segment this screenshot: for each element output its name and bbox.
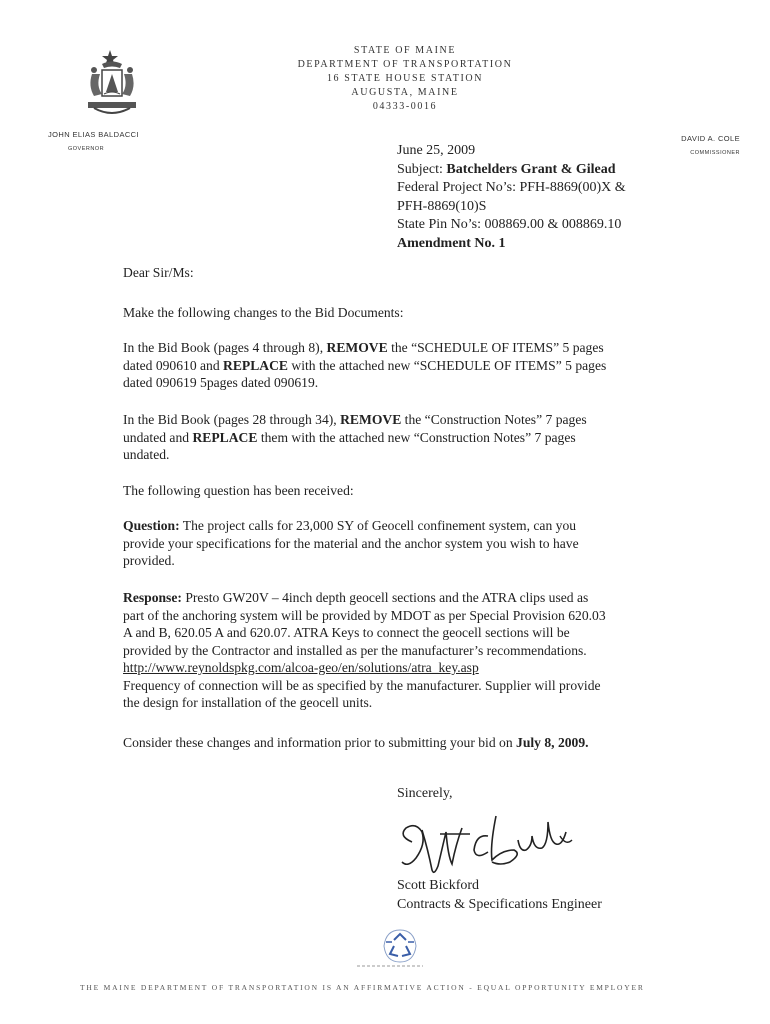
letterhead-station: 16 STATE HOUSE STATION <box>326 73 484 84</box>
federal-project-line-2: PFH-8869(10)S <box>397 198 487 214</box>
maine-state-seal-icon <box>80 48 144 122</box>
letter-header <box>397 142 667 253</box>
letterhead-city: AUGUSTA, MAINE <box>351 87 459 98</box>
signer-block <box>397 876 602 914</box>
signer-title: Contracts & Specifications Engineer <box>397 897 602 912</box>
sincerely: Sincerely, <box>397 786 453 801</box>
commissioner-name: DAVID A. COLE <box>681 134 740 143</box>
response-label: Response: <box>123 590 182 605</box>
letterhead <box>270 44 540 114</box>
response-paragraph: Response: Presto GW20V – 4inch depth geocell sections and the ATRA clips used as part of the anchoring system will be provided by MDOT as per Special Provision 620.03 A and B, 620.05 A and 620.07. ATRA Keys to connect the geocell sections will be provided by the Contractor and installed as per the manufacturer’s recommendations. http://www.reynoldspkg.com/alcoa-geo/en/solutions/atra_key.asp Frequency of connection will be as specified by the manufacturer. Supplier will provide the design for installation of the geocell units. <box>123 590 606 710</box>
state-pin-line: State Pin No’s: 008869.00 & 008869.10 <box>397 217 622 232</box>
commissioner-title: COMMISSIONER <box>690 150 740 156</box>
question-paragraph: Question: The project calls for 23,000 SY of Geocell confinement system, can you provide your specifications for the material and the anchor system you wish to have provided. <box>123 518 579 568</box>
recycle-caption-mark <box>355 964 425 968</box>
governor-block <box>48 130 188 152</box>
signer-name: Scott Bickford <box>397 878 480 893</box>
letterhead-zip: 04333-0016 <box>372 101 438 112</box>
bid-date: July 8, 2009. <box>516 735 589 750</box>
subject-label: Subject: <box>397 161 443 177</box>
letterhead-department: DEPARTMENT OF TRANSPORTATION <box>297 59 513 70</box>
governor-name: JOHN ELIAS BALDACCI <box>48 130 139 139</box>
governor-title: GOVERNOR <box>68 146 105 152</box>
question-label: Question: <box>123 518 180 533</box>
atra-key-link[interactable]: http://www.reynoldspkg.com/alcoa-geo/en/solutions/atra_key.asp <box>123 660 479 675</box>
amendment-number: Amendment No. 1 <box>397 235 506 251</box>
recycle-icon <box>380 926 420 966</box>
question-intro: The following question has been received: <box>123 483 354 498</box>
subject-line <box>397 161 667 180</box>
paragraph-construction-notes: In the Bid Book (pages 28 through 34), REMOVE the “Construction Notes” 7 pages undated and REPLACE them with the attached new “Construction Notes” 7 pages undated. <box>123 412 587 462</box>
salutation: Dear Sir/Ms: <box>123 265 194 280</box>
closing-paragraph: Consider these changes and information prior to submitting your bid on July 8, 2009. <box>123 735 589 750</box>
footer-equal-opportunity: THE MAINE DEPARTMENT OF TRANSPORTATION IS AN AFFIRMATIVE ACTION - EQUAL OPPORTUNITY EMPLOYER <box>80 983 645 992</box>
paragraph-schedule-of-items: In the Bid Book (pages 4 through 8), REMOVE the “SCHEDULE OF ITEMS” 5 pages dated 090610 and REPLACE with the attached new “SCHEDULE OF ITEMS” 5 pages dated 090619 5pages dated 090619. <box>123 340 607 390</box>
letter-date: June 25, 2009 <box>397 143 476 158</box>
handwritten-signature <box>392 800 582 880</box>
intro-paragraph: Make the following changes to the Bid Documents: <box>123 305 404 320</box>
federal-project-line-1: Federal Project No’s: PFH-8869(00)X & <box>397 180 626 195</box>
letterhead-state: STATE OF MAINE <box>353 45 457 56</box>
subject-value: Batchelders Grant & Gilead <box>446 161 616 177</box>
